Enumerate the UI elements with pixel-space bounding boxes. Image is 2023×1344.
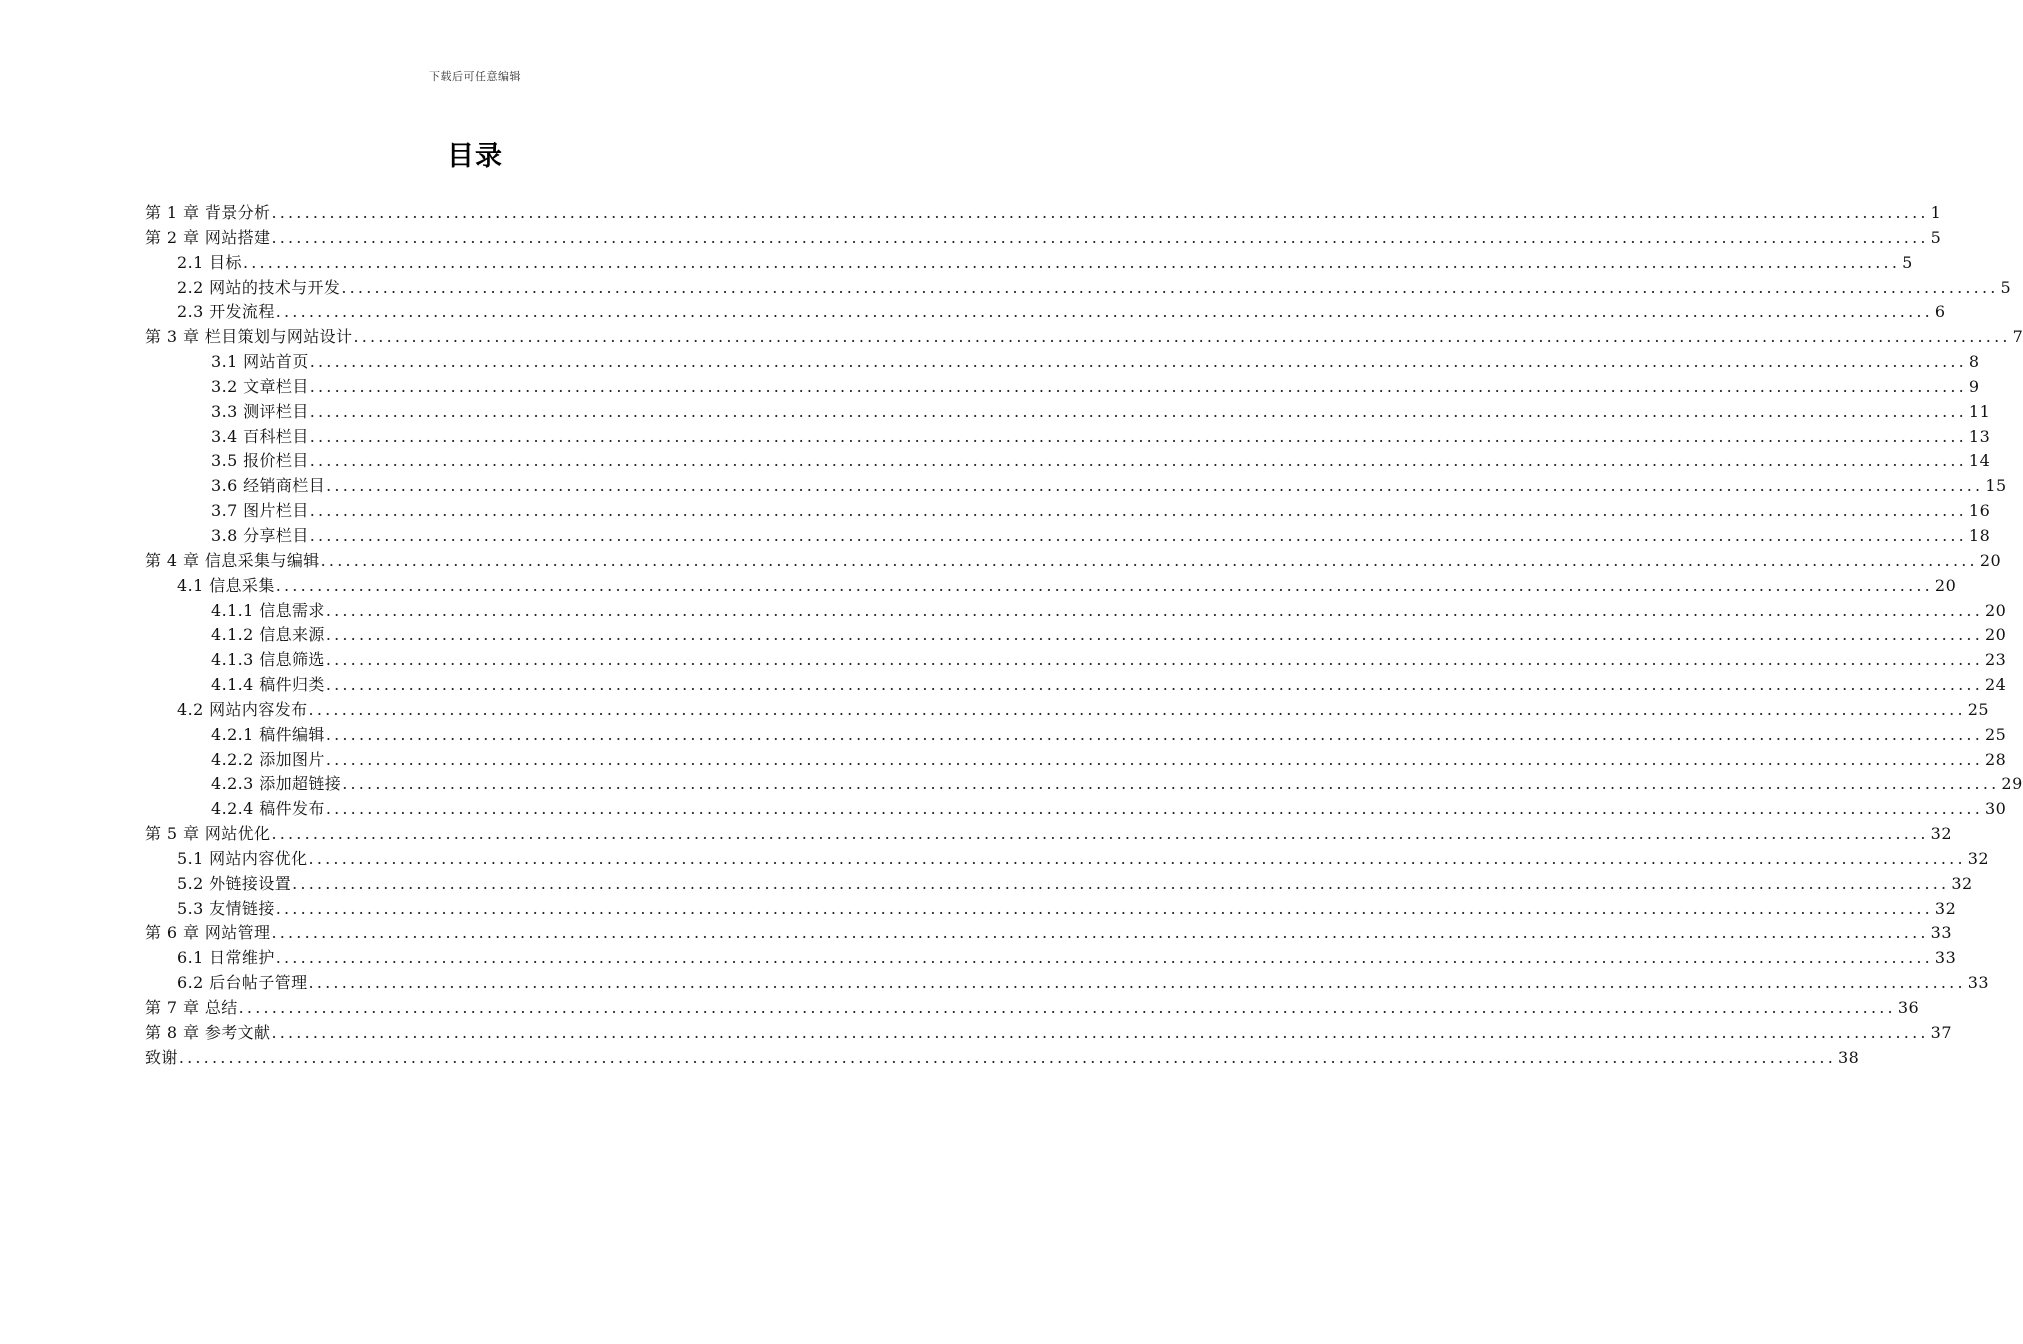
toc-entry-label: 第 8 章 参考文献 [145,1022,271,1042]
toc-entry-label: 4.1.1 信息需求 [211,600,325,620]
toc-entry-page-number: 24 [1985,675,2007,695]
toc-entry-label: 第 3 章 栏目策划与网站设计 [145,327,353,347]
toc-dot-leader: ........................................................................................................................................................................................................ [308,848,1966,868]
toc-entry-label: 5.3 友情链接 [177,898,275,918]
toc-entry[interactable] [145,251,1913,276]
toc-entry-page-number: 14 [1968,451,1991,471]
toc-entry-page-number: 25 [1967,699,1990,719]
toc-entry[interactable] [145,797,2007,822]
toc-entry[interactable] [145,698,1990,723]
toc-entry-label: 3.6 经销商栏目 [211,476,326,496]
toc-entry[interactable] [145,847,1990,872]
toc-entry[interactable] [145,524,1991,549]
toc-entry[interactable] [145,723,2007,748]
toc-dot-leader: ........................................................................................................................................................................................................ [309,352,1967,372]
toc-dot-leader: ........................................................................................................................................................................................................ [308,699,1966,719]
toc-entry-page-number: 29 [2001,774,2023,794]
toc-entry-label: 4.2.4 稿件发布 [211,799,325,819]
toc-entry[interactable] [145,946,1957,971]
toc-entry[interactable] [145,971,1990,996]
toc-entry-page-number: 20 [1934,575,1957,595]
toc-dot-leader: ........................................................................................................................................................................................................ [342,774,2000,794]
toc-entry-label: 3.5 报价栏目 [211,451,309,471]
toc-dot-leader: ........................................................................................................................................................................................................ [275,302,1933,322]
toc-entry-page-number: 7 [2012,327,2023,347]
toc-entry[interactable] [145,226,1942,251]
toc-dot-leader: ........................................................................................................................................................................................................ [271,1022,1929,1042]
toc-entry-page-number: 32 [1967,848,1990,868]
toc-dot-leader: ........................................................................................................................................................................................................ [275,948,1933,968]
toc-entry-page-number: 20 [1979,550,2002,570]
toc-entry-page-number: 6 [1934,302,1946,322]
toc-entry-page-number: 5 [1930,227,1942,247]
toc-entry-label: 4.1.3 信息筛选 [211,650,325,670]
toc-dot-leader: ........................................................................................................................................................................................................ [242,252,1901,272]
toc-entry[interactable] [145,300,1946,325]
toc-dot-leader: ........................................................................................................................................................................................................ [341,277,1999,297]
toc-entry[interactable] [145,623,2007,648]
toc-entry-page-number: 32 [1930,824,1952,844]
toc-entry-page-number: 5 [2000,277,2012,297]
toc-entry[interactable] [145,1046,1860,1071]
toc-entry-label: 第 5 章 网站优化 [145,824,271,844]
toc-entry[interactable] [145,996,1920,1021]
toc-dot-leader: ........................................................................................................................................................................................................ [309,376,1967,396]
toc-dot-leader: ........................................................................................................................................................................................................ [309,501,1967,521]
toc-entry[interactable] [145,549,2002,574]
toc-dot-leader: ........................................................................................................................................................................................................ [271,227,1929,247]
toc-entry-label: 5.1 网站内容优化 [177,848,308,868]
toc-dot-leader: ........................................................................................................................................................................................................ [309,401,1967,421]
toc-entry-label: 3.2 文章栏目 [211,376,309,396]
page-title: 目录 [447,141,503,172]
toc-entry-page-number: 32 [1934,898,1957,918]
toc-entry-label: 2.2 网站的技术与开发 [177,277,341,297]
toc-dot-leader: ........................................................................................................................................................................................................ [271,203,1929,222]
toc-entry[interactable] [145,325,2023,350]
toc-entry-label: 3.7 图片栏目 [211,501,309,521]
toc-entry-label: 3.3 测评栏目 [211,401,309,421]
toc-entry-page-number: 28 [1985,749,2007,769]
toc-dot-leader: ........................................................................................................................................................................................................ [353,327,2011,347]
toc-entry[interactable] [145,350,1980,375]
toc-entry-label: 4.1 信息采集 [177,575,275,595]
toc-dot-leader: ........................................................................................................................................................................................................ [325,675,1983,695]
toc-dot-leader: ........................................................................................................................................................................................................ [178,1047,1836,1067]
toc-entry-page-number: 37 [1930,1022,1952,1042]
toc-entry[interactable] [145,648,2007,673]
toc-dot-leader: ........................................................................................................................................................................................................ [325,799,1983,819]
toc-entry[interactable] [145,1021,1952,1046]
toc-entry-label: 第 6 章 网站管理 [145,923,271,943]
toc-entry-page-number: 20 [1985,625,2007,645]
toc-entry-page-number: 32 [1951,873,1973,893]
toc-entry-label: 第 2 章 网站搭建 [145,227,271,247]
toc-dot-leader: ........................................................................................................................................................................................................ [326,476,1984,496]
toc-entry[interactable] [145,897,1957,922]
toc-entry[interactable] [145,673,2007,698]
page-header-note: 下载后可任意编辑 [429,70,521,83]
toc-entry[interactable] [145,201,1942,226]
toc-entry-label: 4.2 网站内容发布 [177,699,308,719]
toc-entry-page-number: 20 [1985,600,2007,620]
toc-entry[interactable] [145,872,1973,897]
toc-entry-label: 6.2 后台帖子管理 [177,973,308,993]
toc-entry-page-number: 11 [1968,401,1991,421]
toc-dot-leader: ........................................................................................................................................................................................................ [325,600,1983,620]
toc-entry-page-number: 13 [1968,426,1991,446]
toc-entry[interactable] [145,425,1991,450]
toc-entry[interactable] [145,449,1991,474]
toc-entry-label: 4.2.1 稿件编辑 [211,724,325,744]
toc-entry-page-number: 38 [1838,1047,1860,1067]
toc-dot-leader: ........................................................................................................................................................................................................ [325,724,1983,744]
toc-entry[interactable] [145,474,2007,499]
toc-entry-label: 3.8 分享栏目 [211,525,309,545]
toc-entry-label: 5.2 外链接设置 [177,873,292,893]
toc-dot-leader: ........................................................................................................................................................................................................ [271,923,1929,943]
toc-dot-leader: ........................................................................................................................................................................................................ [320,550,1978,570]
toc-entry-label: 4.1.4 稿件归类 [211,675,325,695]
toc-entry-page-number: 33 [1934,948,1957,968]
toc-entry[interactable] [145,375,1980,400]
toc-entry[interactable] [145,599,2007,624]
toc-dot-leader: ........................................................................................................................................................................................................ [309,525,1967,545]
toc-entry-page-number: 9 [1968,376,1980,396]
toc-entry[interactable] [145,499,1991,524]
toc-entry-page-number: 36 [1897,998,1920,1017]
toc-entry-label: 2.1 目标 [177,252,242,272]
toc-dot-leader: ........................................................................................................................................................................................................ [309,426,1967,446]
toc-dot-leader: ........................................................................................................................................................................................................ [292,873,1950,893]
toc-dot-leader: ........................................................................................................................................................................................................ [275,898,1933,918]
toc-entry[interactable] [145,400,1991,425]
toc-entry-page-number: 18 [1968,525,1991,545]
toc-entry-page-number: 8 [1968,352,1980,372]
toc-dot-leader: ........................................................................................................................................................................................................ [271,824,1929,844]
toc-dot-leader: ........................................................................................................................................................................................................ [238,998,1896,1017]
toc-entry-page-number: 30 [1985,799,2007,819]
toc-dot-leader: ........................................................................................................................................................................................................ [275,575,1933,595]
toc-entry[interactable] [145,822,1952,847]
toc-entry-label: 4.1.2 信息来源 [211,625,325,645]
toc-entry-page-number: 1 [1930,203,1942,222]
toc-dot-leader: ........................................................................................................................................................................................................ [308,973,1966,993]
toc-entry-label: 3.4 百科栏目 [211,426,309,446]
toc-entry-label: 6.1 日常维护 [177,948,275,968]
toc-entry-label: 致谢 [145,1047,178,1067]
toc-entry-page-number: 16 [1968,501,1991,521]
toc-dot-leader: ........................................................................................................................................................................................................ [309,451,1967,471]
toc-entry[interactable] [145,574,1957,599]
toc-entry-label: 第 7 章 总结 [145,998,238,1017]
toc-entry-page-number: 15 [1985,476,2007,496]
toc-entry[interactable] [145,921,1952,946]
toc-entry-label: 第 1 章 背景分析 [145,203,271,222]
toc-entry[interactable] [145,772,2023,797]
toc-dot-leader: ........................................................................................................................................................................................................ [325,625,1983,645]
toc-entry[interactable] [145,276,2012,301]
table-of-contents [145,201,2023,1071]
toc-entry-label: 4.2.3 添加超链接 [211,774,342,794]
toc-entry-page-number: 33 [1967,973,1990,993]
toc-entry[interactable] [145,748,2007,773]
toc-entry-page-number: 25 [1985,724,2007,744]
toc-dot-leader: ........................................................................................................................................................................................................ [325,749,1983,769]
toc-entry-page-number: 33 [1930,923,1952,943]
toc-entry-label: 第 4 章 信息采集与编辑 [145,550,320,570]
toc-entry-label: 2.3 开发流程 [177,302,275,322]
toc-entry-label: 4.2.2 添加图片 [211,749,325,769]
toc-dot-leader: ........................................................................................................................................................................................................ [325,650,1983,670]
toc-entry-label: 3.1 网站首页 [211,352,309,372]
toc-entry-page-number: 23 [1985,650,2007,670]
toc-entry-page-number: 5 [1902,252,1913,272]
